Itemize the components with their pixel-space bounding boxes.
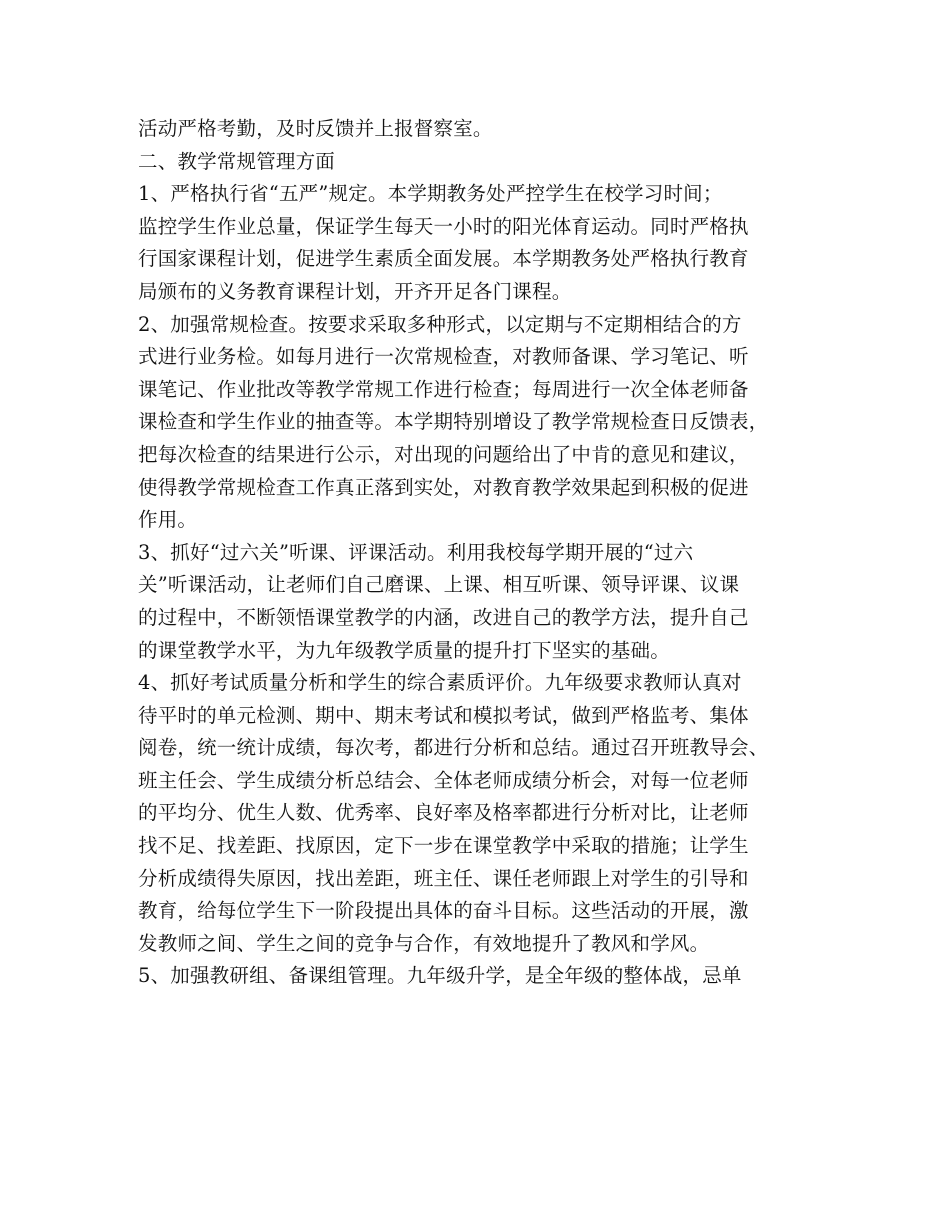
text-line: 的课堂教学水平，为九年级教学质量的提升打下坚实的基础。 — [138, 638, 670, 662]
text-line: 2、加强常规检查。按要求采取多种形式，以定期与不定期相结合的方 — [138, 312, 742, 336]
text-line: 局颁布的义务教育课程计划，开齐开足各门课程。 — [138, 279, 572, 303]
text-line: 发教师之间、学生之间的竞争与合作，有效地提升了教风和学风。 — [138, 931, 710, 955]
text-line: 教育，给每位学生下一阶段提出具体的奋斗目标。这些活动的开展，激 — [138, 899, 749, 923]
section-heading: 二、教学常规管理方面 — [138, 149, 336, 173]
text-line: 1、严格执行省“五严”规定。本学期教务处严控学生在校学习时间； — [138, 182, 723, 206]
text-line: 作用。 — [138, 508, 198, 532]
text-line: 课笔记、作业批改等教学常规工作进行检查；每周进行一次全体老师备 — [138, 377, 749, 401]
text-line: 阅卷，统一统计成绩，每次考，都进行分析和总结。通过召开班教导会、 — [138, 736, 769, 760]
text-line: 待平时的单元检测、期中、期末考试和模拟考试，做到严格监考、集体 — [138, 703, 749, 727]
text-line: 的过程中，不断领悟课堂教学的内涵，改进自己的教学方法，提升自己 — [138, 605, 749, 629]
text-line: 行国家课程计划，促进学生素质全面发展。本学期教务处严格执行教育 — [138, 247, 749, 271]
text-line: 监控学生作业总量，保证学生每天一小时的阳光体育运动。同时严格执 — [138, 214, 749, 238]
text-line: 式进行业务检。如每月进行一次常规检查，对教师备课、学习笔记、听 — [138, 345, 749, 369]
text-line: 的平均分、优生人数、优秀率、良好率及格率都进行分析对比，让老师 — [138, 801, 749, 825]
text-line: 课检查和学生作业的抽查等。本学期特别增设了教学常规检查日反馈表， — [138, 410, 769, 434]
text-line: 5、加强教研组、备课组管理。九年级升学，是全年级的整体战，忌单 — [138, 964, 742, 988]
text-line: 3、抓好“过六关”听课、评课活动。利用我校每学期开展的“过六 — [138, 540, 694, 564]
document-body — [138, 113, 838, 993]
text-line: 关”听课活动，让老师们自己磨课、上课、相互听课、领导评课、议课 — [138, 573, 740, 597]
text-line: 班主任会、学生成绩分析总结会、全体老师成绩分析会，对每一位老师 — [138, 768, 749, 792]
text-line: 分析成绩得失原因，找出差距，班主任、课任老师跟上对学生的引导和 — [138, 866, 749, 890]
text-line: 4、抓好考试质量分析和学生的综合素质评价。九年级要求教师认真对 — [138, 671, 742, 695]
text-line: 把每次检查的结果进行公示，对出现的问题给出了中肯的意见和建议， — [138, 442, 749, 466]
text-line: 活动严格考勤，及时反馈并上报督察室。 — [138, 117, 493, 140]
text-line: 使得教学常规检查工作真正落到实处，对教育教学效果起到积极的促进 — [138, 475, 749, 499]
text-line: 找不足、找差距、找原因，定下一步在课堂教学中采取的措施；让学生 — [138, 834, 749, 858]
